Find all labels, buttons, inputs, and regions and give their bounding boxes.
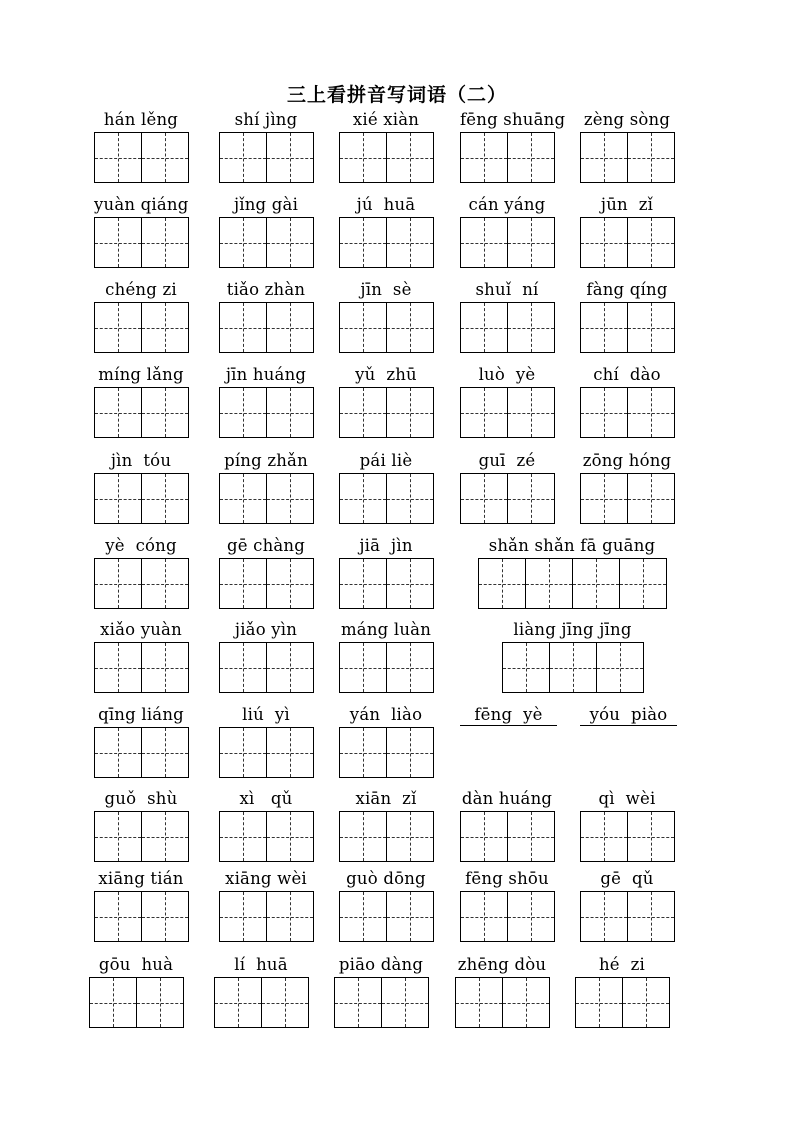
tian-zi-cell[interactable] [95,812,142,862]
tian-zi-cell[interactable] [267,218,314,268]
tian-zi-cell[interactable] [461,218,508,268]
tian-zi-cell[interactable] [503,978,550,1028]
pinyin-label: gē qǔ [600,869,654,888]
tian-zi-cell[interactable] [461,388,508,438]
writing-grid[interactable] [94,891,189,942]
tian-zi-cell[interactable] [456,978,503,1028]
writing-grid[interactable] [580,473,675,524]
tian-zi-cell[interactable] [267,812,314,862]
tian-zi-cell[interactable] [220,218,267,268]
page-title: 三上看拼音写词语（二） [286,84,507,106]
tian-zi-cell[interactable] [142,133,189,183]
pinyin-label: piāo dàng [338,955,424,974]
tian-zi-cell[interactable] [550,643,597,693]
tian-zi-cell[interactable] [628,388,675,438]
tian-zi-cell[interactable] [142,559,189,609]
tian-zi-cell[interactable] [215,978,262,1028]
pinyin-label: hán lěng [103,110,179,129]
tian-zi-cell[interactable] [142,388,189,438]
tian-zi-cell[interactable] [220,812,267,862]
pinyin-label: guǒ shù [104,789,178,808]
writing-grid[interactable] [94,558,189,609]
pinyin-label: yuàn qiáng [94,195,189,214]
tian-zi-cell[interactable] [340,133,387,183]
tian-zi-cell[interactable] [142,303,189,353]
tian-zi-cell[interactable] [508,474,555,524]
tian-zi-cell[interactable] [387,812,434,862]
writing-grid[interactable] [219,132,314,183]
tian-zi-cell[interactable] [142,474,189,524]
tian-zi-cell[interactable] [508,892,555,942]
writing-grid[interactable] [339,811,434,862]
tian-zi-cell[interactable] [267,892,314,942]
tian-zi-cell[interactable] [95,133,142,183]
tian-zi-cell[interactable] [508,812,555,862]
tian-zi-cell[interactable] [95,892,142,942]
writing-grid[interactable] [455,977,550,1028]
pinyin-label: xiǎo yuàn [100,620,182,639]
writing-grid[interactable] [94,302,189,353]
tian-zi-cell[interactable] [95,388,142,438]
tian-zi-cell[interactable] [137,978,184,1028]
pinyin-label: fēng shōu [465,869,549,888]
pinyin-label: gē chàng [226,536,306,555]
writing-grid[interactable] [94,387,189,438]
writing-grid[interactable] [219,387,314,438]
answer-underline[interactable] [580,725,677,726]
tian-zi-cell[interactable] [267,388,314,438]
tian-zi-cell[interactable] [340,812,387,862]
pinyin-label: dàn huáng [461,789,553,808]
writing-grid[interactable] [94,727,189,778]
writing-grid[interactable] [219,302,314,353]
tian-zi-cell[interactable] [597,643,644,693]
pinyin-label: píng zhǎn [224,451,308,470]
tian-zi-cell[interactable] [508,303,555,353]
pinyin-label: xié xiàn [352,110,420,129]
pinyin-label: xì qǔ [239,789,293,808]
pinyin-label: lí huā [234,955,288,974]
tian-zi-cell[interactable] [340,388,387,438]
writing-grid[interactable] [460,811,555,862]
tian-zi-cell[interactable] [628,133,675,183]
tian-zi-cell[interactable] [581,218,628,268]
pinyin-label: xiāng tián [98,869,184,888]
writing-grid[interactable] [460,387,555,438]
pinyin-label: gōu huà [98,955,174,974]
pinyin-label: shuǐ ní [475,280,539,299]
writing-grid[interactable] [219,891,314,942]
tian-zi-cell[interactable] [142,892,189,942]
pinyin-label: hé zi [598,955,646,974]
pinyin-label: yóu piào [589,705,668,724]
tian-zi-cell[interactable] [382,978,429,1028]
tian-zi-cell[interactable] [581,303,628,353]
pinyin-label: jú huā [356,195,416,214]
tian-zi-cell[interactable] [340,474,387,524]
pinyin-label: míng lǎng [98,365,184,384]
writing-grid[interactable] [339,302,434,353]
tian-zi-cell[interactable] [620,559,667,609]
tian-zi-cell[interactable] [387,303,434,353]
tian-zi-cell[interactable] [340,728,387,778]
writing-grid[interactable] [580,132,675,183]
tian-zi-cell[interactable] [267,728,314,778]
tian-zi-cell[interactable] [461,892,508,942]
tian-zi-cell[interactable] [573,559,620,609]
tian-zi-cell[interactable] [335,978,382,1028]
writing-grid[interactable] [334,977,429,1028]
tian-zi-cell[interactable] [581,892,628,942]
tian-zi-cell[interactable] [503,643,550,693]
writing-grid[interactable] [219,217,314,268]
tian-zi-cell[interactable] [628,812,675,862]
pinyin-label: fēng yè [474,705,543,724]
tian-zi-cell[interactable] [220,559,267,609]
tian-zi-cell[interactable] [387,388,434,438]
tian-zi-cell[interactable] [220,133,267,183]
pinyin-label: xiān zǐ [355,789,417,808]
writing-grid[interactable] [219,642,314,693]
pinyin-label: guī zé [478,451,536,470]
tian-zi-cell[interactable] [387,133,434,183]
tian-zi-cell[interactable] [142,218,189,268]
tian-zi-cell[interactable] [508,133,555,183]
writing-grid[interactable] [339,217,434,268]
tian-zi-cell[interactable] [387,728,434,778]
tian-zi-cell[interactable] [220,892,267,942]
writing-grid[interactable] [460,891,555,942]
tian-zi-cell[interactable] [95,728,142,778]
writing-grid[interactable] [219,558,314,609]
tian-zi-cell[interactable] [267,474,314,524]
pinyin-label: fàng qíng [586,280,668,299]
tian-zi-cell[interactable] [387,218,434,268]
pinyin-label: pái liè [359,451,413,470]
writing-grid[interactable] [580,302,675,353]
writing-grid[interactable] [339,727,434,778]
pinyin-label: máng luàn [340,620,432,639]
tian-zi-cell[interactable] [387,559,434,609]
writing-grid[interactable] [339,473,434,524]
tian-zi-cell[interactable] [581,812,628,862]
tian-zi-cell[interactable] [508,388,555,438]
pinyin-label: jiǎo yìn [234,620,298,639]
writing-grid[interactable] [219,727,314,778]
writing-grid[interactable] [214,977,309,1028]
tian-zi-cell[interactable] [95,218,142,268]
tian-zi-cell[interactable] [479,559,526,609]
tian-zi-cell[interactable] [581,133,628,183]
tian-zi-cell[interactable] [526,559,573,609]
tian-zi-cell[interactable] [461,812,508,862]
tian-zi-cell[interactable] [508,218,555,268]
tian-zi-cell[interactable] [142,728,189,778]
tian-zi-cell[interactable] [581,474,628,524]
pinyin-label: guò dōng [346,869,426,888]
tian-zi-cell[interactable] [623,978,670,1028]
tian-zi-cell[interactable] [340,218,387,268]
tian-zi-cell[interactable] [628,303,675,353]
tian-zi-cell[interactable] [628,474,675,524]
writing-grid[interactable] [580,811,675,862]
pinyin-label: cán yáng [468,195,546,214]
tian-zi-cell[interactable] [142,812,189,862]
tian-zi-cell[interactable] [267,303,314,353]
tian-zi-cell[interactable] [267,559,314,609]
answer-underline[interactable] [460,725,557,726]
writing-grid[interactable] [219,811,314,862]
pinyin-label: chí dào [593,365,661,384]
tian-zi-cell[interactable] [267,643,314,693]
tian-zi-cell[interactable] [220,303,267,353]
pinyin-label: jǐng gài [233,195,299,214]
tian-zi-cell[interactable] [628,218,675,268]
tian-zi-cell[interactable] [262,978,309,1028]
writing-grid[interactable] [460,217,555,268]
writing-grid[interactable] [580,387,675,438]
pinyin-label: jīn sè [360,280,412,299]
writing-grid[interactable] [575,977,670,1028]
pinyin-label: jīn huáng [225,365,307,384]
writing-grid[interactable] [219,473,314,524]
tian-zi-cell[interactable] [628,892,675,942]
pinyin-label: yán liào [349,705,423,724]
tian-zi-cell[interactable] [576,978,623,1028]
tian-zi-cell[interactable] [142,643,189,693]
writing-grid[interactable] [460,473,555,524]
pinyin-label: yè cóng [105,536,177,555]
pinyin-label: liú yì [242,705,290,724]
writing-grid[interactable] [460,302,555,353]
pinyin-label: qīng liáng [98,705,184,724]
pinyin-label: fēng shuāng [460,110,566,129]
tian-zi-cell[interactable] [340,559,387,609]
tian-zi-cell[interactable] [95,474,142,524]
writing-grid[interactable] [89,977,184,1028]
writing-grid[interactable] [94,217,189,268]
tian-zi-cell[interactable] [267,133,314,183]
pinyin-label: shǎn shǎn fā guāng [488,536,656,555]
pinyin-label: zèng sòng [583,110,671,129]
pinyin-label: jiā jìn [359,536,413,555]
writing-grid[interactable] [339,891,434,942]
writing-grid[interactable] [94,811,189,862]
pinyin-label: luò yè [478,365,536,384]
writing-grid[interactable] [580,217,675,268]
pinyin-label: yǔ zhū [355,365,417,384]
writing-grid[interactable] [339,642,434,693]
tian-zi-cell[interactable] [95,559,142,609]
tian-zi-cell[interactable] [461,303,508,353]
pinyin-label: liàng jīng jīng [513,620,632,639]
writing-grid[interactable] [94,473,189,524]
pinyin-label: chéng zi [105,280,177,299]
writing-grid[interactable] [580,891,675,942]
tian-zi-cell[interactable] [340,303,387,353]
tian-zi-cell[interactable] [95,643,142,693]
writing-grid[interactable] [94,132,189,183]
writing-grid[interactable] [339,387,434,438]
tian-zi-cell[interactable] [90,978,137,1028]
tian-zi-cell[interactable] [95,303,142,353]
pinyin-label: zhēng dòu [457,955,547,974]
pinyin-label: tiǎo zhàn [226,280,306,299]
tian-zi-cell[interactable] [387,643,434,693]
writing-grid[interactable] [339,558,434,609]
tian-zi-cell[interactable] [461,133,508,183]
writing-grid[interactable] [502,642,644,693]
writing-grid[interactable] [460,132,555,183]
tian-zi-cell[interactable] [387,892,434,942]
pinyin-label: shí jìng [234,110,298,129]
tian-zi-cell[interactable] [387,474,434,524]
tian-zi-cell[interactable] [220,474,267,524]
tian-zi-cell[interactable] [220,388,267,438]
writing-grid[interactable] [478,558,667,609]
pinyin-label: zōng hóng [582,451,672,470]
pinyin-label: qì wèi [598,789,656,808]
writing-grid[interactable] [94,642,189,693]
pinyin-label: jūn zǐ [600,195,654,214]
tian-zi-cell[interactable] [220,643,267,693]
tian-zi-cell[interactable] [581,388,628,438]
tian-zi-cell[interactable] [220,728,267,778]
writing-grid[interactable] [339,132,434,183]
pinyin-label: jìn tóu [110,451,172,470]
pinyin-label: xiāng wèi [225,869,307,888]
tian-zi-cell[interactable] [461,474,508,524]
tian-zi-cell[interactable] [340,643,387,693]
tian-zi-cell[interactable] [340,892,387,942]
